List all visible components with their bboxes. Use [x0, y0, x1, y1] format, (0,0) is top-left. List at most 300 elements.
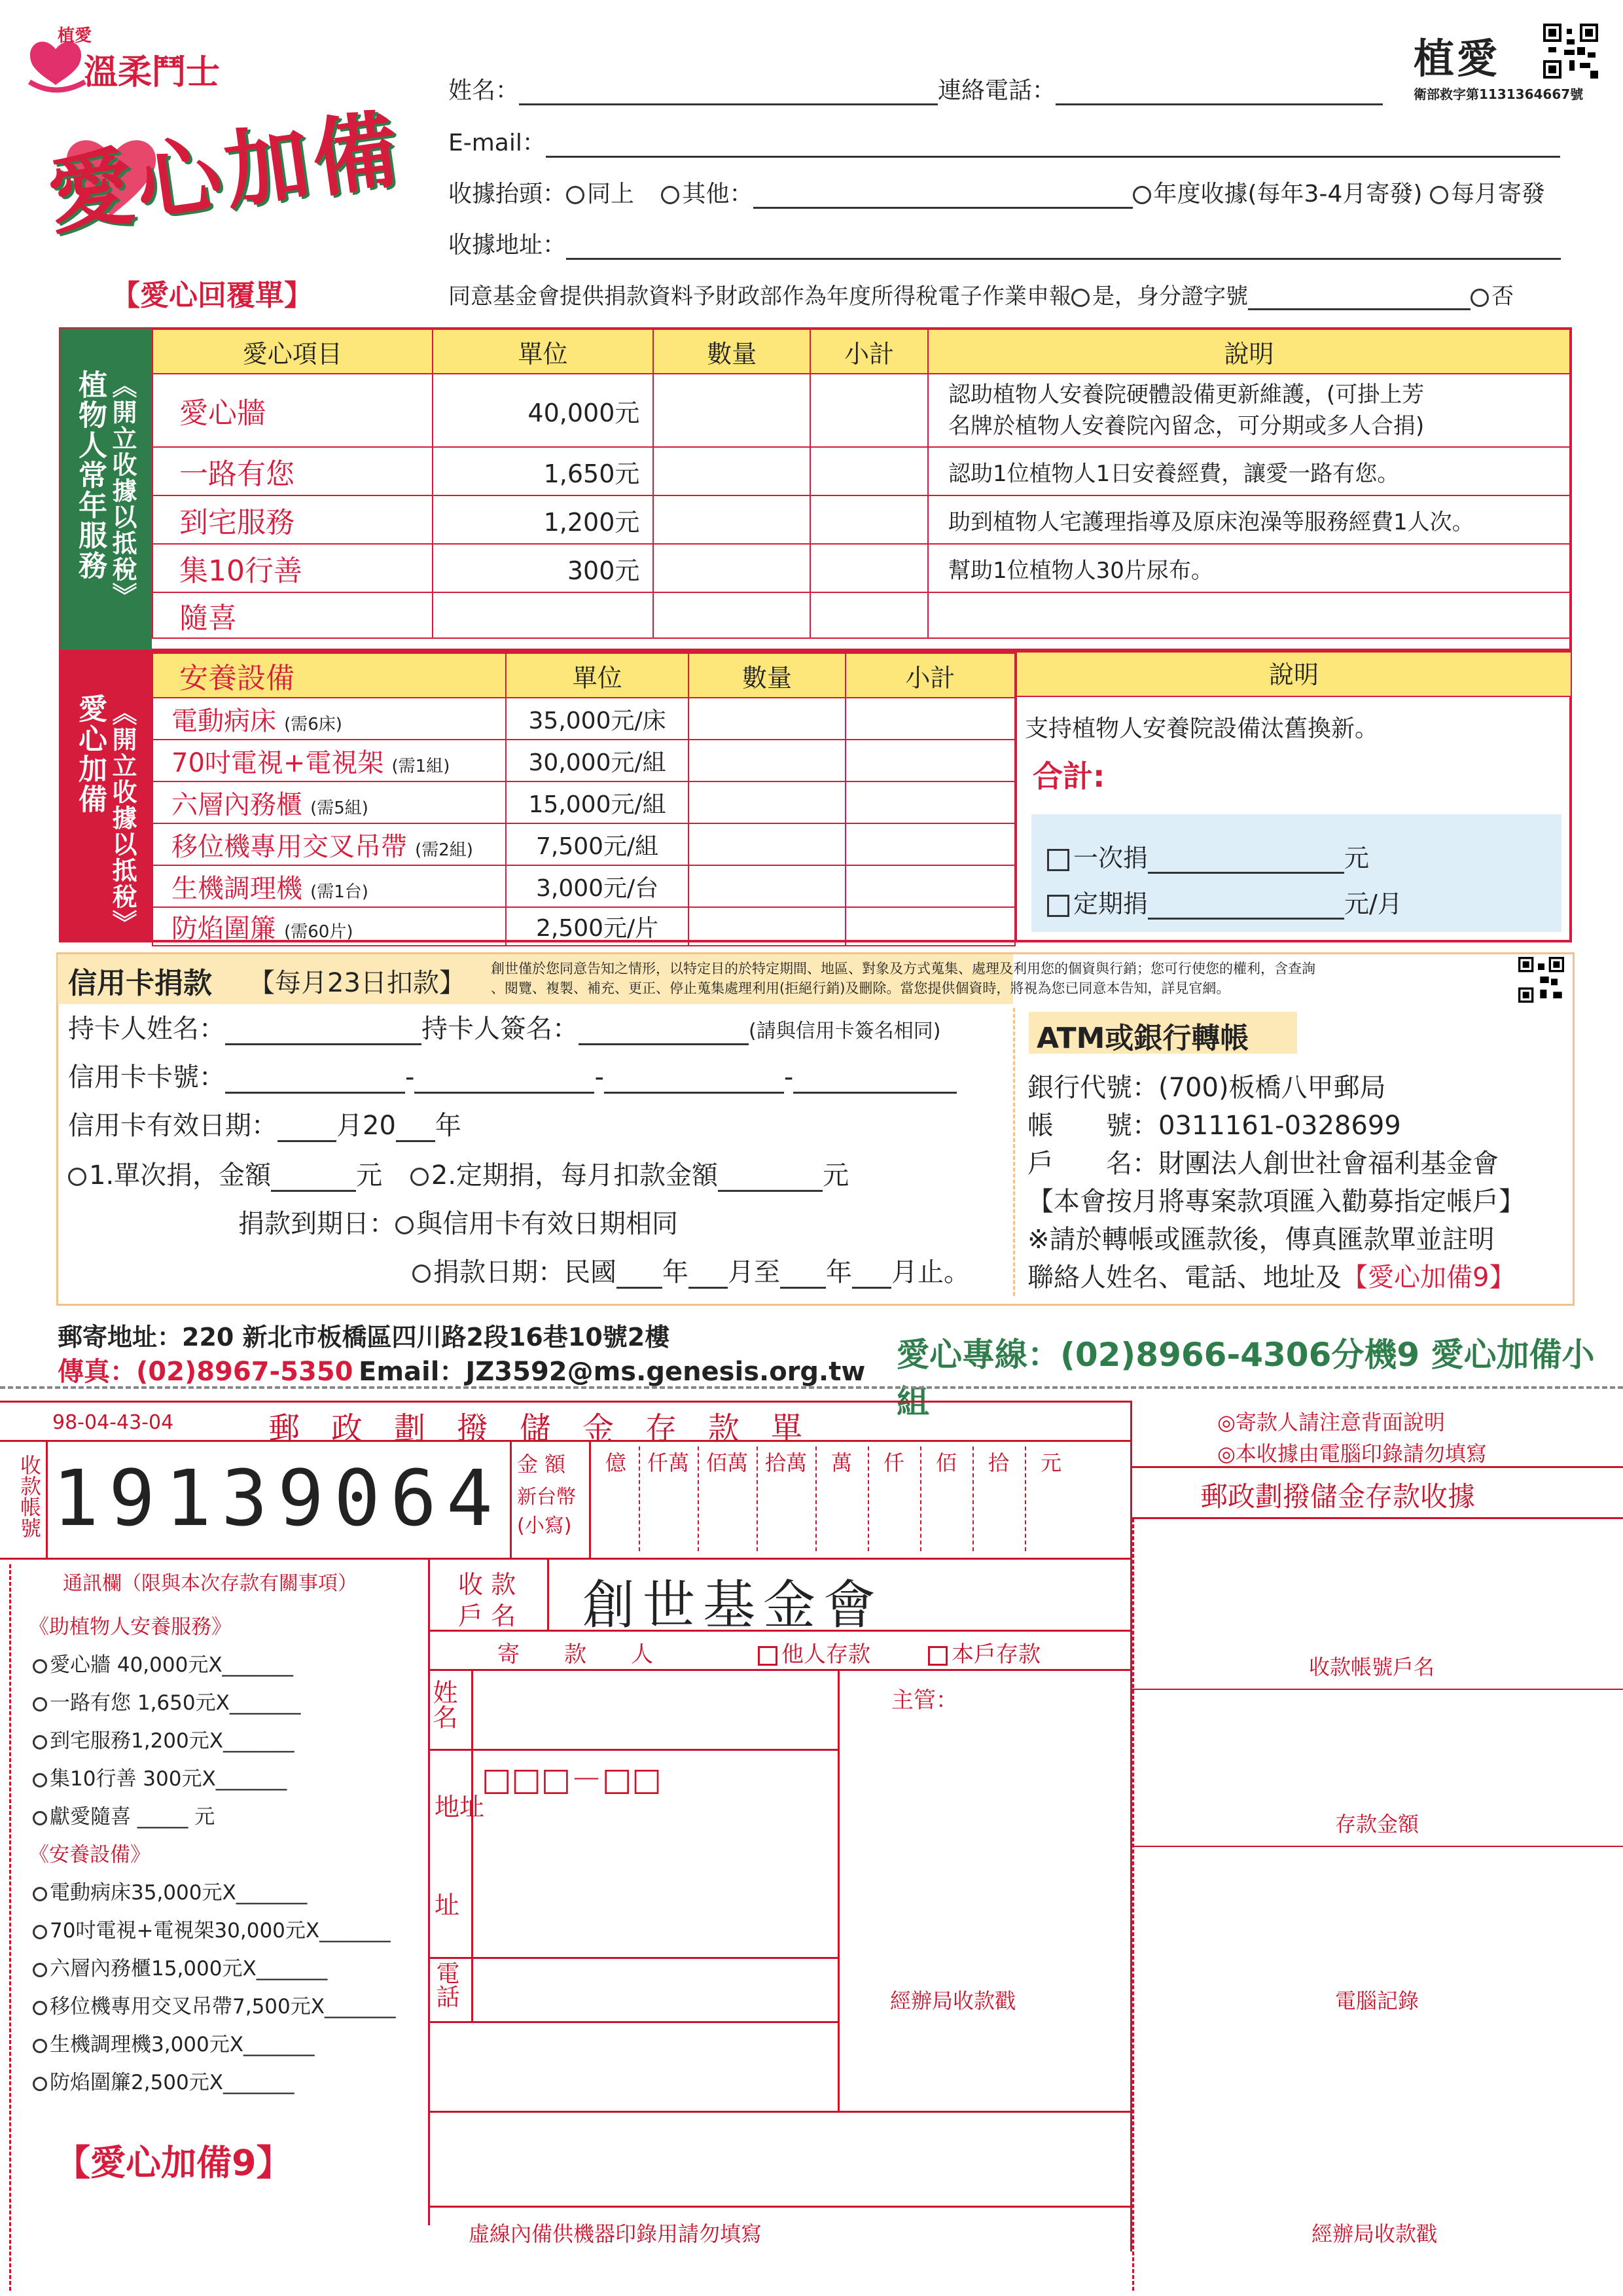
sender-name-field[interactable]: [484, 1682, 825, 1741]
account-digit: 1: [165, 1453, 216, 1543]
qty-cell[interactable]: [653, 495, 810, 544]
amount-col-label: 拾萬: [764, 1450, 807, 1475]
single-amount-field[interactable]: [271, 1190, 356, 1192]
email: Email：JZ3592@ms.genesis.org.tw: [359, 1357, 866, 1387]
group-2-title: 《安養設備》: [29, 1843, 151, 1867]
postal-row-line: [428, 1630, 1132, 1632]
expiry-row: [68, 1105, 461, 1142]
subtotal-cell[interactable]: [810, 447, 928, 495]
phone-label: 連絡電話：: [938, 77, 1056, 104]
sign-note: (請與信用卡簽名相同): [749, 1020, 941, 1043]
item-name: 愛心牆: [152, 374, 433, 447]
order-item-text: 六層內務櫃15,000元X_______: [50, 1957, 328, 1981]
table-row: [152, 447, 1570, 495]
qty-cell[interactable]: [688, 907, 845, 946]
table-row: [152, 781, 1015, 823]
subtotal-cell[interactable]: [846, 865, 1015, 907]
receipt-addr-row: [448, 226, 1561, 260]
subtotal-cell[interactable]: [810, 374, 928, 447]
sender-label-divider: [471, 1669, 473, 2021]
start-year-field[interactable]: [616, 1287, 662, 1289]
other-radio[interactable]: [661, 186, 679, 204]
end-custom-label: 捐款日期：民國: [433, 1257, 616, 1287]
receipt-title-label: 收據抬頭：: [448, 181, 567, 207]
periodic-card-label: 2.定期捐，每月扣款金額: [431, 1160, 719, 1191]
expiry-year-label: 年: [435, 1111, 461, 1141]
postal-row-line: [428, 1957, 838, 1959]
notice-1: ◎寄款人請注意背面說明: [1217, 1410, 1445, 1435]
other-label: 其他：: [682, 181, 753, 207]
expiry-year-field[interactable]: [396, 1140, 435, 1142]
form-title: 郵 政 劃 撥 儲 金 存 款 單: [268, 1410, 803, 1447]
sender-addr-label: 地址: [435, 1793, 485, 1821]
email-row: [448, 124, 1560, 158]
subtotal-cell[interactable]: [846, 781, 1015, 823]
equip-name: 六層內務櫃: [171, 789, 302, 820]
bank-code: 銀行代號：(700)板橋八甲郵局: [1027, 1073, 1386, 1103]
qty-cell[interactable]: [653, 544, 810, 592]
monthly-radio[interactable]: [1430, 186, 1448, 204]
atm-title: ATM或銀行轉帳: [1037, 1022, 1249, 1055]
order-item-text: 獻愛隨喜 _____ 元: [50, 1805, 215, 1829]
equip-unit: 30,000元/組: [506, 740, 689, 781]
order-item-text: 電動病床35,000元X_______: [50, 1881, 308, 1905]
same-radio[interactable]: [566, 186, 584, 204]
signature-field[interactable]: [579, 1043, 749, 1045]
notice-2: ◎本收據由電腦印錄請勿填寫: [1217, 1441, 1487, 1466]
consent-yes-radio[interactable]: [1071, 289, 1090, 307]
order-item-text: 集10行善 300元X_______: [50, 1767, 287, 1791]
machine-note: 虛線內備供機器印錄用請勿填寫: [469, 2221, 762, 2246]
amount-col-label: 佰萬: [705, 1450, 748, 1475]
equip-unit: 35,000元/床: [506, 698, 689, 740]
single-yuan: 元: [356, 1160, 383, 1191]
subtotal-cell[interactable]: [846, 907, 1015, 946]
order-item: [33, 1876, 307, 1905]
order-radio[interactable]: [33, 1887, 47, 1901]
deduct-day: 【每月23日扣款】: [249, 968, 465, 998]
receipt-addr-label: 收據地址：: [448, 232, 567, 259]
brand-small: 植愛: [58, 26, 92, 46]
account-label: 收款帳號: [17, 1454, 42, 1538]
table-row: [152, 374, 1570, 447]
end-year-field[interactable]: [780, 1287, 826, 1289]
single-radio[interactable]: [68, 1168, 86, 1186]
fax: 傳真：(02)8967-5350: [58, 1357, 353, 1387]
one-time-label: 一次捐: [1073, 844, 1149, 872]
start-month-label: 月至: [728, 1257, 780, 1287]
postal-row-line: [428, 1749, 838, 1751]
item-unit: 1,650元: [433, 447, 654, 495]
order-radio[interactable]: [33, 1963, 47, 1977]
end-year-label: 年: [826, 1257, 852, 1287]
card-number-row: 信用卡卡號： - - -: [68, 1056, 957, 1094]
receipt-title-row: [448, 175, 1545, 209]
account-digit: 0: [334, 1453, 385, 1543]
order-item: [33, 1648, 293, 1677]
amount-divider: [757, 1446, 758, 1551]
order-radio[interactable]: [33, 1659, 47, 1674]
equip-name: 電動病床: [171, 706, 276, 736]
periodic-unit: 元/月: [1344, 889, 1402, 918]
equip-unit: 7,500元/組: [506, 823, 689, 865]
postal-top-border: [0, 1401, 1132, 1403]
receipt-stamp: 經辦局收款戳: [1311, 2221, 1438, 2246]
equip-note: (需2組): [415, 840, 473, 860]
qty-cell[interactable]: [653, 447, 810, 495]
account-digit: 1: [52, 1453, 103, 1543]
self-deposit-label: 本戶存款: [952, 1641, 1041, 1668]
end-month-label: 月止。: [891, 1257, 970, 1287]
order-item-text: 愛心牆 40,000元X_______: [50, 1653, 294, 1677]
holder-row: [68, 1008, 940, 1045]
col-subtotal: 小計: [810, 329, 928, 374]
order-item-text: 70吋電視+電視架30,000元X_______: [50, 1919, 391, 1943]
name-label: 姓名：: [448, 77, 520, 104]
qr-code-icon: [1543, 24, 1598, 79]
equip-name: 生機調理機: [171, 873, 302, 904]
table-row: [152, 698, 1015, 740]
start-month-field[interactable]: [688, 1287, 728, 1289]
annual-radio[interactable]: [1133, 186, 1151, 204]
item-name: 集10行善: [152, 544, 433, 592]
account-number: 帳 號：0311161-0328699: [1027, 1111, 1401, 1141]
expiry-month-field[interactable]: [277, 1140, 336, 1142]
payee-name: 創世基金會: [582, 1575, 883, 1636]
privacy-line-2: 、閱覽、複製、補充、更正、停止蒐集處理利用(拒絕行銷)及刪除。當您提供個資時，將視為您已同意本告知，詳見官網。: [491, 980, 1230, 996]
item-unit: 300元: [433, 544, 654, 592]
equip-unit: 15,000元/組: [506, 781, 689, 823]
memo-title: 通訊欄（限與本次存款有關事項）: [63, 1572, 357, 1595]
single-label: 1.單次捐，金額: [89, 1160, 272, 1191]
amount-divider: [639, 1446, 640, 1551]
table-row: [152, 740, 1015, 781]
order-radio[interactable]: [33, 2077, 47, 2091]
col-desc: 說明: [928, 329, 1570, 374]
one-time-row: [1047, 838, 1369, 874]
group-1-title: 《助植物人安養服務》: [29, 1615, 232, 1639]
machine-dashed-right: [1132, 1518, 1134, 2291]
order-item-text: 防焰圍簾2,500元X_______: [50, 2071, 294, 2094]
amount-divider: [698, 1446, 699, 1551]
item-desc-2: 名牌於植物人安養院內留念，可分期或多人合捐): [948, 413, 1425, 439]
postal-row-line: [0, 1558, 1132, 1560]
col-unit: 單位: [433, 329, 654, 374]
postcode-boxes[interactable]: □□□－□□: [482, 1761, 662, 1798]
qr-code-icon: [1518, 957, 1564, 1003]
qty-cell[interactable]: [688, 823, 845, 865]
amount-col-label: 仟萬: [647, 1450, 689, 1475]
one-time-amount-field[interactable]: [1148, 872, 1344, 874]
order-item: [33, 1914, 391, 1943]
item-name: 到宅服務: [152, 495, 433, 544]
subtotal-cell[interactable]: [810, 544, 928, 592]
equip-note: (需1台): [310, 882, 368, 902]
consent-no-radio[interactable]: [1471, 289, 1489, 307]
order-radio[interactable]: [33, 1697, 47, 1712]
account-digit: 3: [221, 1453, 272, 1543]
atm-note-2: ※請於轉帳或匯款後，傳真匯款單並註明: [1027, 1225, 1495, 1255]
qty-cell[interactable]: [688, 740, 845, 781]
amount-col-label: 萬: [830, 1450, 852, 1475]
equip-note: (需60片): [284, 922, 353, 942]
cut-line: [0, 1386, 1623, 1389]
supervisor-label: 主管：: [891, 1687, 958, 1713]
expiry-label: 信用卡有效日期：: [68, 1111, 277, 1141]
same-label: 同上: [587, 181, 635, 207]
amount-col-label: 拾: [988, 1450, 1009, 1475]
memo-divider: [428, 1558, 430, 2225]
name-field[interactable]: [519, 103, 938, 105]
amount-row: [68, 1155, 849, 1192]
card-number-field-2[interactable]: [414, 1092, 594, 1094]
col-unit: 單位: [506, 653, 689, 698]
col-qty: 數量: [688, 653, 845, 698]
equipment-side-sub: 《開立收據以抵稅》: [108, 700, 137, 936]
one-time-unit: 元: [1344, 844, 1370, 872]
end-custom-radio[interactable]: [412, 1265, 431, 1283]
order-radio[interactable]: [33, 1773, 47, 1787]
order-radio[interactable]: [33, 2001, 47, 2015]
amount-divider: [1025, 1446, 1026, 1551]
equip-name: 移位機專用交叉吊帶: [171, 831, 407, 862]
end-same-label: 與信用卡有效日期相同: [416, 1209, 678, 1239]
atm-note-1: 【本會按月將專案款項匯入勸募指定帳戶】: [1027, 1187, 1525, 1217]
subtotal-cell[interactable]: [846, 740, 1015, 781]
equip-name: 防焰圍簾: [171, 914, 276, 944]
consent-no-label: 否: [1491, 283, 1514, 310]
other-deposit-checkbox[interactable]: [758, 1646, 777, 1666]
equip-desc: 支持植物人安養院設備汰舊換新。: [1025, 715, 1379, 742]
amount-label: 金 額: [517, 1452, 566, 1477]
sender-name-label: 姓名: [429, 1679, 457, 1729]
table-row: [152, 865, 1015, 907]
unit-cell[interactable]: [433, 592, 654, 638]
desc-cell: [928, 592, 1570, 638]
card-number-field-3[interactable]: [604, 1092, 784, 1094]
item-unit: 40,000元: [433, 374, 654, 447]
subtotal-cell[interactable]: [810, 592, 928, 638]
receipt-line: [1132, 1846, 1623, 1847]
order-item-text: 一路有您 1,650元X_______: [50, 1691, 301, 1715]
amount-col-label: 元: [1040, 1450, 1061, 1475]
item-name: 隨喜: [152, 592, 433, 638]
qty-cell[interactable]: [688, 781, 845, 823]
order-radio[interactable]: [33, 1735, 47, 1749]
amount-columns: [593, 1446, 1077, 1477]
permit-number: 衛部救字第1131364667號: [1414, 86, 1584, 102]
service-side-label: 植物人常年服務: [73, 370, 107, 581]
reply-title: 【愛心回覆單】: [111, 279, 313, 312]
account-name: 戶 名：財團法人創世社會福利基金會: [1027, 1149, 1499, 1179]
order-radio[interactable]: [33, 1811, 47, 1825]
periodic-amount-field[interactable]: [1148, 918, 1344, 920]
sign-label: 持卡人簽名：: [421, 1014, 579, 1044]
other-field[interactable]: [753, 207, 1133, 209]
payee-divider: [547, 1558, 549, 1630]
periodic-card-yuan: 元: [823, 1160, 849, 1191]
amount-divider: [815, 1446, 817, 1551]
privacy-notice: [491, 959, 1512, 998]
equipment-table: [152, 653, 1016, 946]
name-row: [448, 72, 1383, 105]
equip-name: 70吋電視+電視架: [171, 747, 384, 778]
other-deposit-option: [758, 1636, 870, 1668]
payee-label-2: 戶 名: [458, 1602, 516, 1630]
order-item: [33, 1762, 287, 1791]
qty-cell[interactable]: [688, 698, 845, 740]
receipt-line: [1132, 1517, 1623, 1519]
col-qty: 數量: [653, 329, 810, 374]
postal-row-line: [428, 2111, 1132, 2113]
end-month-field[interactable]: [852, 1287, 891, 1289]
order-item: [33, 1724, 294, 1753]
self-deposit-checkbox[interactable]: [928, 1646, 948, 1666]
qty-cell[interactable]: [653, 592, 810, 638]
amount-divider: [920, 1446, 921, 1551]
postal-row-line: [428, 2021, 838, 2023]
item-desc: 認助1位植物人1日安養經費，讓愛一路有您。: [928, 447, 1570, 495]
subtotal-cell[interactable]: [846, 698, 1015, 740]
equip-unit: 3,000元/台: [506, 865, 689, 907]
end-date-row: [238, 1203, 678, 1240]
monthly-label: 每月寄發: [1450, 181, 1545, 207]
privacy-line-1: 創世僅於您同意告知之情形，以特定目的於特定期間、地區、對象及方式蒐集、處理及利用您的個資與行銷；您可行使您的權利，含查詢: [491, 961, 1315, 977]
equip-desc-header: 說明: [1016, 653, 1571, 697]
order-item: [33, 1990, 395, 2019]
col-item: 愛心項目: [152, 329, 433, 374]
card-number-field-4[interactable]: [793, 1092, 957, 1094]
order-radio[interactable]: [33, 1925, 47, 1939]
postal-row-line: [428, 1669, 1132, 1671]
one-time-checkbox[interactable]: [1047, 849, 1069, 871]
receipt-title: 郵政劃撥儲金存款收據: [1200, 1480, 1476, 1513]
periodic-card-amount-field[interactable]: [718, 1190, 823, 1192]
credit-card-title: 信用卡捐款: [68, 967, 212, 1000]
holder-name-field[interactable]: [225, 1043, 421, 1045]
holder-label: 持卡人姓名：: [68, 1014, 225, 1044]
brand-name: 溫柔鬥士: [84, 53, 221, 92]
other-deposit-label: 他人存款: [781, 1641, 870, 1668]
end-same-radio[interactable]: [395, 1216, 414, 1234]
order-item-text: 生機調理機3,000元X_______: [50, 2033, 315, 2056]
account-digit: 9: [277, 1453, 329, 1543]
amount-col-label: 億: [605, 1450, 626, 1475]
table-row: [152, 907, 1015, 946]
table-row: [152, 592, 1570, 638]
order-item-text: 到宅服務1,200元X_______: [50, 1729, 294, 1753]
atm-note-3-text: 聯絡人姓名、電話、地址及: [1027, 1263, 1342, 1293]
currency-label: 新台幣: [517, 1486, 576, 1509]
subtotal-cell[interactable]: [846, 823, 1015, 865]
col-subtotal: 小計: [846, 653, 1015, 698]
email-label: E-mail：: [448, 130, 546, 156]
right-brand: 植愛: [1414, 35, 1501, 82]
hotline: 愛心專線：(02)8966-4306分機9 愛心加備小組: [897, 1336, 1595, 1421]
receipt-addr-field[interactable]: [566, 258, 1561, 260]
form-tag: 【愛心加備9】: [55, 2142, 292, 2183]
periodic-label: 定期捐: [1073, 889, 1149, 918]
table-row: [152, 823, 1015, 865]
expiry-month-label: 月20: [336, 1111, 396, 1141]
postal-row-line: [428, 2206, 1132, 2208]
form-number: 98-04-43-04: [52, 1411, 174, 1434]
equip-note: (需6床): [284, 714, 342, 734]
annual-label: 年度收據(每年3-4月寄發): [1153, 181, 1423, 207]
equipment-side-label: 愛心加備: [73, 694, 107, 814]
order-item: [33, 2066, 294, 2095]
phone-field[interactable]: [1056, 103, 1383, 105]
account-digit: 9: [109, 1453, 160, 1543]
consent-text: 同意基金會提供捐款資料予財政部作為年度所得稅電子作業申報: [448, 283, 1071, 310]
item-name: 一路有您: [152, 447, 433, 495]
service-table: [152, 329, 1571, 639]
receipt-amount: 存款金額: [1335, 1812, 1419, 1837]
start-year-label: 年: [662, 1257, 688, 1287]
self-deposit-option: [928, 1636, 1041, 1668]
receipt-account-name: 收款帳號戶名: [1309, 1655, 1435, 1679]
qty-cell[interactable]: [653, 374, 810, 447]
atm-note-3: [1027, 1257, 1515, 1294]
item-unit: 1,200元: [433, 495, 654, 544]
qty-cell[interactable]: [688, 865, 845, 907]
lowercase-label: (小寫): [517, 1515, 572, 1537]
amount-divider: [972, 1446, 974, 1551]
end-label: 捐款到期日：: [238, 1209, 395, 1239]
consent-row: [448, 278, 1514, 310]
amount-col-label: 仟: [883, 1450, 904, 1475]
atm-divider: [1013, 1008, 1015, 1296]
sender-tel-label: 電話: [433, 1961, 459, 2008]
sender-addr-label-2: 址: [435, 1891, 460, 1920]
sender-right-divider: [838, 1669, 840, 2111]
payee-label: 收 款: [458, 1570, 516, 1599]
end-custom-row: [412, 1251, 970, 1289]
atm-note-3-tag: 【愛心加備9】: [1342, 1263, 1516, 1293]
order-item: [33, 1952, 327, 1981]
order-radio[interactable]: [33, 2039, 47, 2053]
sender-label: 寄 款 人: [497, 1641, 653, 1668]
office-stamp: 經辦局收款戳: [890, 1988, 1016, 2013]
equip-unit: 2,500元/片: [506, 907, 689, 946]
table-row: [152, 544, 1570, 592]
col-equipment: 安養設備: [152, 653, 506, 698]
account-digit: 6: [390, 1453, 441, 1543]
email-field[interactable]: [546, 156, 1560, 158]
amount-col-label: 佰: [935, 1450, 957, 1475]
periodic-card-radio[interactable]: [410, 1168, 429, 1186]
item-desc: 幫助1位植物人30片尿布。: [928, 544, 1570, 592]
periodic-row: [1047, 884, 1402, 920]
item-desc: 認助植物人安養院硬體設備更新維護，(可掛上芳: [948, 382, 1425, 408]
card-number-field-1[interactable]: [225, 1092, 405, 1094]
order-item: [33, 1800, 215, 1829]
machine-dashed-left: [9, 1564, 11, 2291]
main-title: 愛心加備: [41, 98, 408, 247]
total-label: 合計:: [1033, 759, 1105, 794]
receipt-line: [1132, 1466, 1623, 1468]
order-item-text: 移位機專用交叉吊帶7,500元X_______: [50, 1995, 396, 2018]
id-number-field[interactable]: [1248, 308, 1471, 310]
equip-note: (需5組): [310, 798, 368, 818]
service-side-sub: 《開立收據以抵稅》: [108, 373, 137, 609]
card-number-label: 信用卡卡號：: [68, 1062, 225, 1092]
periodic-checkbox[interactable]: [1047, 895, 1069, 917]
subtotal-cell[interactable]: [810, 495, 928, 544]
consent-yes-label: 是，身分證字號: [1092, 283, 1248, 310]
item-desc: 助到植物人宅護理指導及原床泡澡等服務經費1人次。: [928, 495, 1570, 544]
account-digit: 4: [446, 1453, 497, 1543]
